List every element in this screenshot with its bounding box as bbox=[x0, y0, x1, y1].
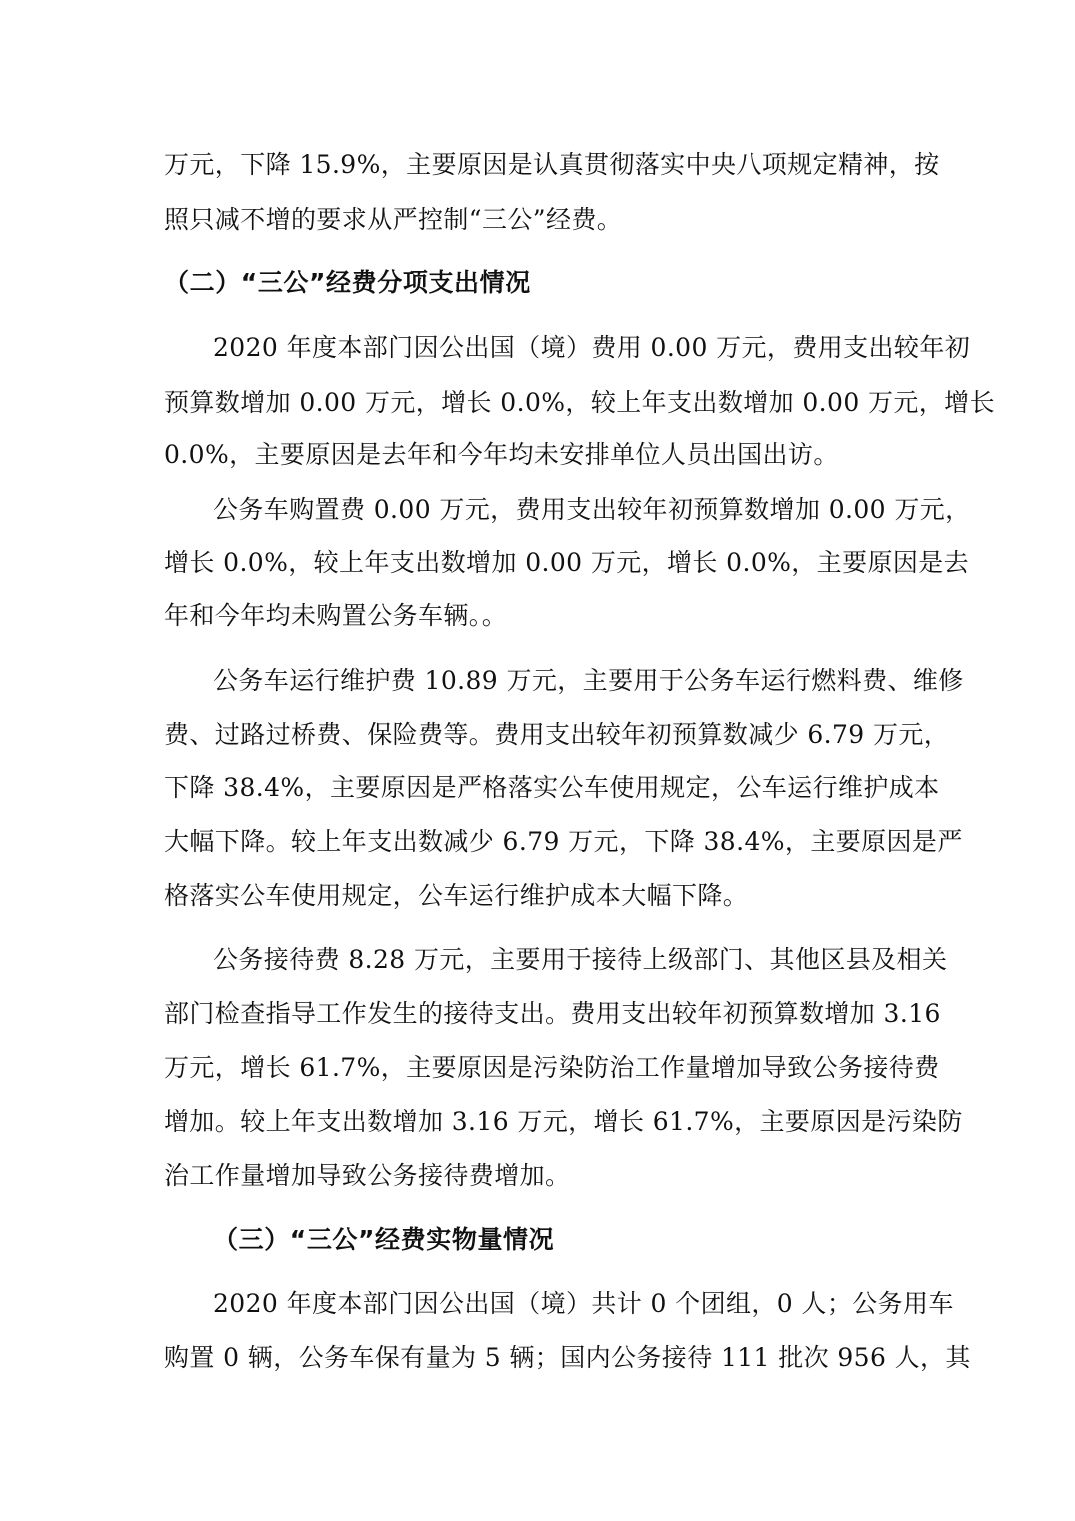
section-heading-2: （二）“三公”经费分项支出情况 bbox=[164, 268, 531, 297]
reception-line-3: 万元，增长 61.7%，主要原因是污染防治工作量增加导致公务接待费 bbox=[164, 1053, 940, 1082]
vehicle-maintenance-line-1: 公务车运行维护费 10.89 万元，主要用于公务车运行燃料费、维修 bbox=[213, 666, 964, 695]
intro-line-1: 万元，下降 15.9%，主要原因是认真贯彻落实中央八项规定精神，按 bbox=[164, 150, 940, 179]
reception-line-2: 部门检查指导工作发生的接待支出。费用支出较年初预算数增加 3.16 bbox=[164, 999, 941, 1028]
vehicle-maintenance-line-4: 大幅下降。较上年支出数减少 6.79 万元，下降 38.4%，主要原因是严 bbox=[164, 827, 963, 856]
reception-line-5: 治工作量增加导致公务接待费增加。 bbox=[164, 1161, 571, 1190]
vehicle-purchase-line-2: 增长 0.0%，较上年支出数增加 0.00 万元，增长 0.0%，主要原因是去 bbox=[164, 548, 970, 577]
vehicle-purchase-line-1: 公务车购置费 0.00 万元，费用支出较年初预算数增加 0.00 万元， bbox=[213, 495, 971, 524]
intro-line-2: 照只减不增的要求从严控制“三公”经费。 bbox=[164, 205, 623, 234]
physical-line-1: 2020 年度本部门因公出国（境）共计 0 个团组，0 人；公务用车 bbox=[213, 1289, 954, 1318]
vehicle-purchase-line-3: 年和今年均未购置公务车辆。。 bbox=[164, 601, 508, 630]
physical-line-2: 购置 0 辆，公务车保有量为 5 辆；国内公务接待 111 批次 956 人，其 bbox=[164, 1343, 971, 1372]
reception-line-1: 公务接待费 8.28 万元，主要用于接待上级部门、其他区县及相关 bbox=[213, 945, 948, 974]
vehicle-maintenance-line-3: 下降 38.4%，主要原因是严格落实公车使用规定，公车运行维护成本 bbox=[164, 773, 940, 802]
abroad-line-3: 0.0%，主要原因是去年和今年均未安排单位人员出国出访。 bbox=[164, 440, 839, 469]
vehicle-maintenance-line-2: 费、过路过桥费、保险费等。费用支出较年初预算数减少 6.79 万元， bbox=[164, 720, 950, 749]
vehicle-maintenance-line-5: 格落实公车使用规定，公车运行维护成本大幅下降。 bbox=[164, 881, 749, 910]
reception-line-4: 增加。较上年支出数增加 3.16 万元，增长 61.7%，主要原因是污染防 bbox=[164, 1107, 963, 1136]
abroad-line-2: 预算数增加 0.00 万元，增长 0.0%，较上年支出数增加 0.00 万元，增长 bbox=[164, 388, 995, 417]
abroad-line-1: 2020 年度本部门因公出国（境）费用 0.00 万元，费用支出较年初 bbox=[213, 333, 971, 362]
section-heading-3: （三）“三公”经费实物量情况 bbox=[213, 1225, 555, 1254]
